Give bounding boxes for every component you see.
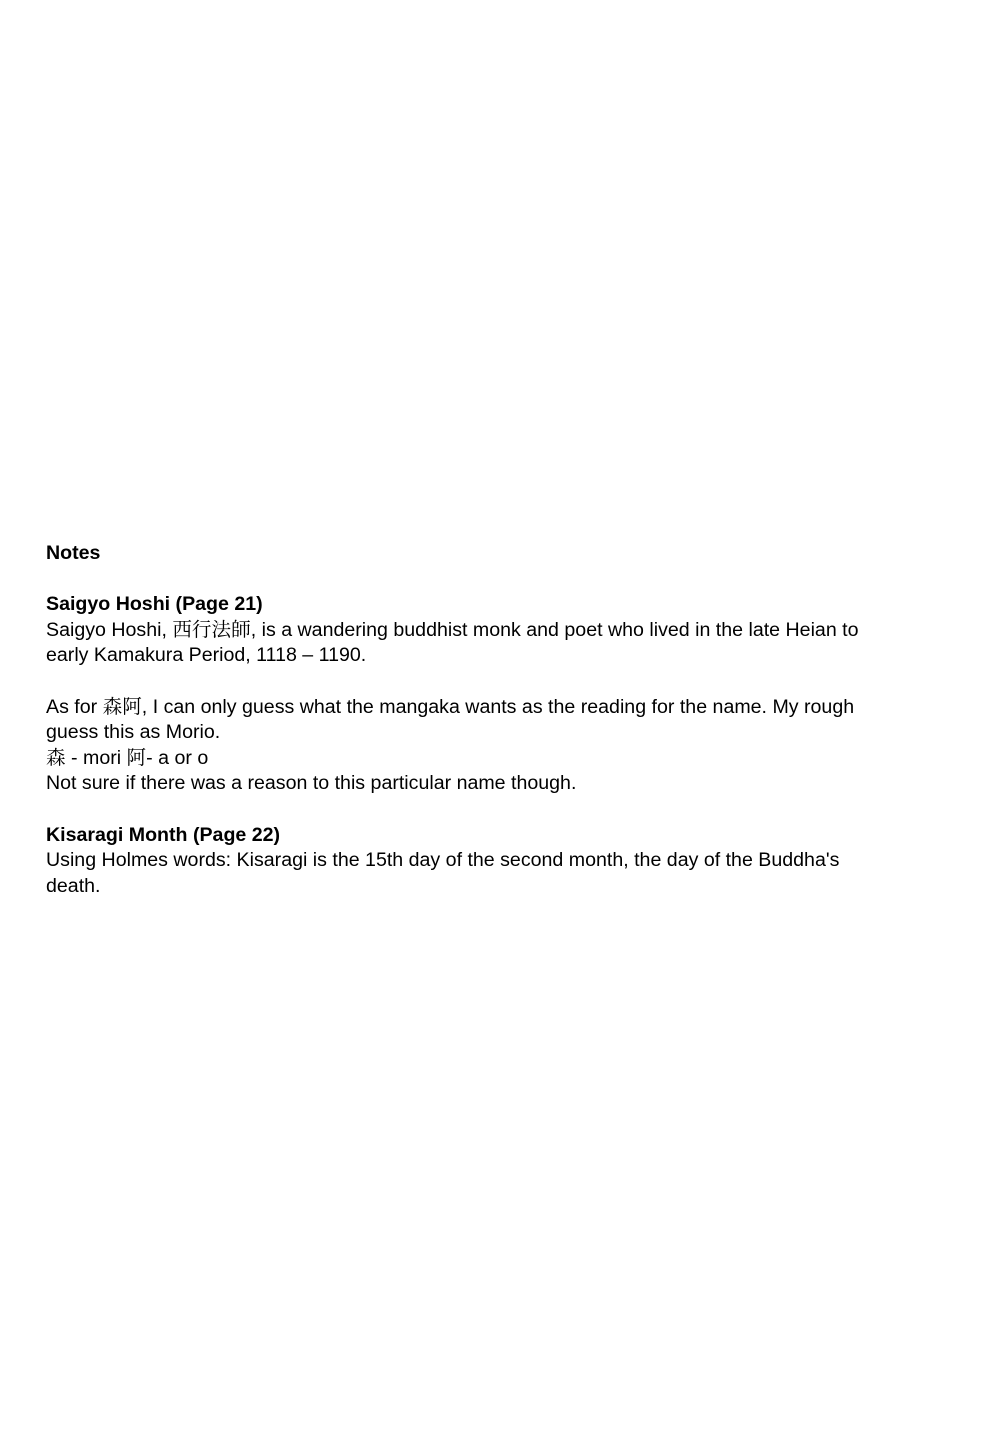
notes-title: Notes [46,542,101,564]
text-line: Saigyo Hoshi, 西行法師, is a wandering buddhist monk and poet who lived in the late Heian to [46,618,859,641]
text-line: 森 - mori 阿- a or o [46,746,209,769]
section-kisaragi-month [46,823,946,900]
text-line: As for 森阿, I can only guess what the mangaka wants as the reading for the name. My rough [46,695,855,718]
paragraph-saigyo-intro [46,618,946,669]
text-line: guess this as Morio. [46,721,221,744]
section-saigyo-hoshi [46,592,946,797]
section-heading: Saigyo Hoshi (Page 21) [46,593,263,616]
paragraph-kisaragi [46,848,946,899]
text-line: early Kamakura Period, 1118 – 1190. [46,644,367,667]
spacer [46,797,946,823]
paragraph-morio-reading [46,695,946,797]
text-line: Not sure if there was a reason to this particular name though. [46,772,577,795]
text-line: death. [46,874,101,897]
text-line: Using Holmes words: Kisaragi is the 15th day of the second month, the day of the Buddha's [46,849,840,872]
document-page [46,541,946,899]
spacer [46,669,946,695]
spacer [46,567,946,593]
section-heading: Kisaragi Month (Page 22) [46,823,281,846]
